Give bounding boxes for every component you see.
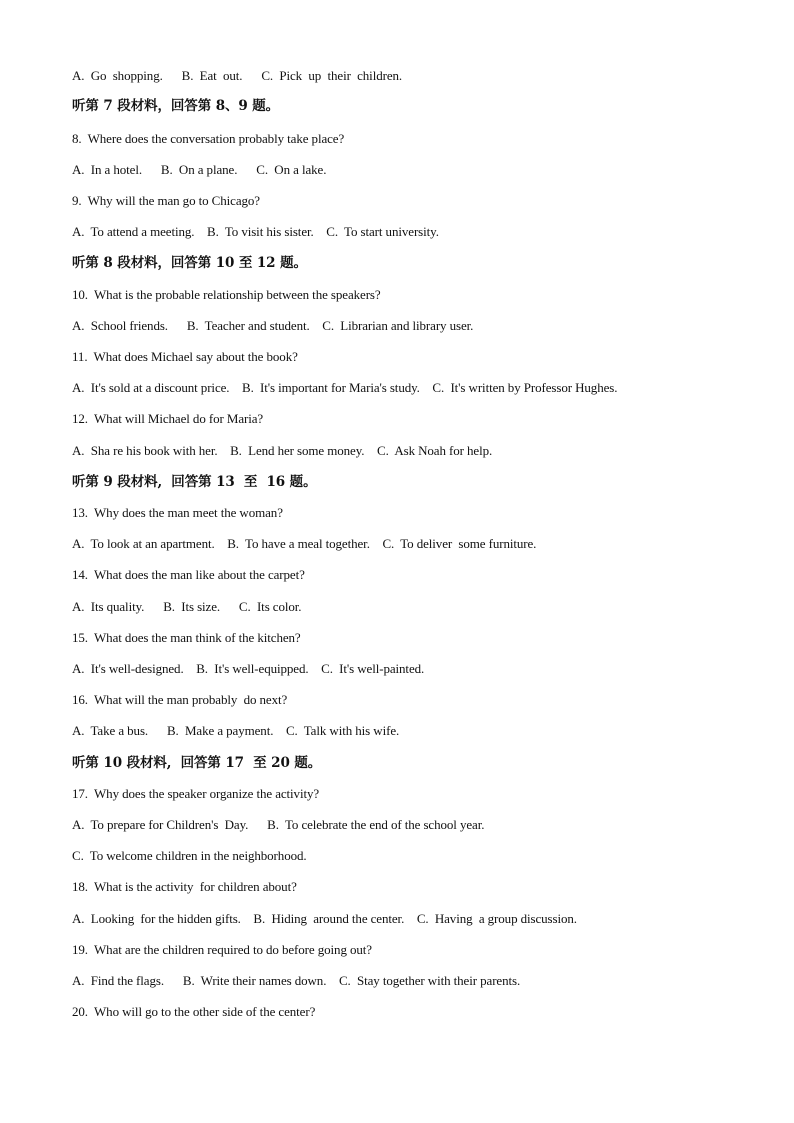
question-9: 9. Why will the man go to Chicago?	[72, 193, 260, 208]
options-q13: A. To look at an apartment. B. To have a meal together. C. To deliver some furniture.	[72, 536, 537, 551]
question-15: 15. What does the man think of the kitchen?	[72, 630, 301, 645]
section-heading-10: 听第 10 段材料, 回答第 17 至 20 题。	[72, 755, 322, 771]
options-q12: A. Sha re his book with her. B. Lend her some money. C. Ask Noah for help.	[72, 443, 493, 458]
question-11: 11. What does Michael say about the book?	[72, 349, 298, 364]
section-heading-8: 听第 8 段材料，回答第 10 至 12 题。	[72, 255, 307, 271]
options-q9: A. To attend a meeting. B. To visit his sister. C. To start university.	[72, 224, 439, 239]
question-19: 19. What are the children required to do before going out?	[72, 942, 372, 957]
section-heading-9: 听第 9 段材料, 回答第 13 至 16 题。	[72, 474, 317, 490]
options-q14: A. Its quality. B. Its size. C. Its color.	[72, 599, 302, 614]
options-q8: A. In a hotel. B. On a plane. C. On a lake.	[72, 162, 327, 177]
question-10: 10. What is the probable relationship between the speakers?	[72, 287, 381, 302]
question-8: 8. Where does the conversation probably take place?	[72, 131, 345, 146]
question-18: 18. What is the activity for children about?	[72, 879, 297, 894]
question-20: 20. Who will go to the other side of the center?	[72, 1004, 316, 1019]
question-14: 14. What does the man like about the carpet?	[72, 567, 305, 582]
question-12: 12. What will Michael do for Maria?	[72, 411, 264, 426]
question-16: 16. What will the man probably do next?	[72, 692, 288, 707]
options-q10: A. School friends. B. Teacher and student. C. Librarian and library user.	[72, 318, 474, 333]
options-q11: A. It's sold at a discount price. B. It's important for Maria's study. C. It's written by Professor Hughes.	[72, 380, 618, 395]
question-17: 17. Why does the speaker organize the activity?	[72, 786, 320, 801]
options-q16: A. Take a bus. B. Make a payment. C. Talk with his wife.	[72, 723, 400, 738]
options-q19: A. Find the flags. B. Write their names down. C. Stay together with their parents.	[72, 973, 521, 988]
options-q7: A. Go shopping. B. Eat out. C. Pick up their children.	[72, 68, 403, 83]
options-q17-ab: A. To prepare for Children's Day. B. To celebrate the end of the school year.	[72, 817, 485, 832]
section-heading-7: 听第 7 段材料，回答第 8、9 题。	[72, 98, 280, 114]
options-q17-c: C. To welcome children in the neighborhood.	[72, 848, 307, 863]
options-q18: A. Looking for the hidden gifts. B. Hiding around the center. C. Having a group discussion.	[72, 911, 577, 926]
options-q15: A. It's well-designed. B. It's well-equipped. C. It's well-painted.	[72, 661, 425, 676]
question-13: 13. Why does the man meet the woman?	[72, 505, 283, 520]
